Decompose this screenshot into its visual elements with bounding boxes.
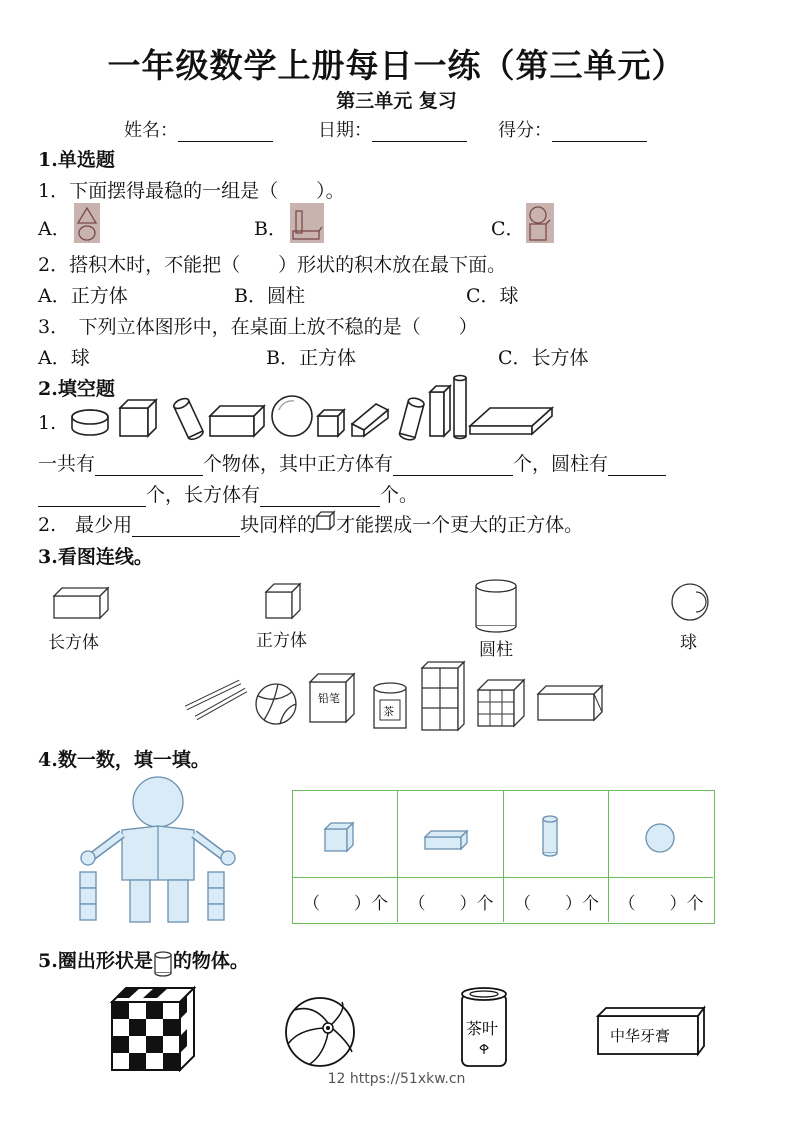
- page-subtitle: 第三单元 复习: [336, 90, 457, 112]
- cuboid-shape-1: [210, 406, 264, 436]
- tea-can-image[interactable]: [460, 986, 510, 1072]
- tilted-cylinder-shape-1: [172, 396, 204, 441]
- q3-stem: 3． 下列立体图形中，在桌面上放不稳的是（ ）: [38, 316, 478, 338]
- cuboid-outline-shape: [54, 588, 108, 618]
- name-blank[interactable]: [178, 122, 273, 142]
- q1-option-c-image: [526, 203, 554, 243]
- q1-option-c[interactable]: C．: [491, 218, 525, 240]
- q3-option-b[interactable]: B．正方体: [266, 347, 356, 369]
- beach-ball-image[interactable]: [284, 996, 356, 1068]
- section-count: 4.数一数，填一填。: [38, 749, 210, 771]
- name-label: 姓名：: [124, 120, 178, 141]
- count-sphere-icon: [645, 823, 679, 857]
- date-blank[interactable]: [372, 122, 467, 142]
- q1-option-b[interactable]: B．: [254, 218, 287, 240]
- tea-can-text: 茶: [383, 705, 394, 718]
- count-cylinder-answer[interactable]: （ ）个: [514, 894, 599, 914]
- match-label-cylinder: 圆柱: [479, 640, 513, 660]
- fill2-text-c: 才能摆成一个更大的正方体。: [336, 514, 584, 536]
- q2-option-a[interactable]: A．正方体: [38, 285, 128, 307]
- fill1-cube-blank[interactable]: [393, 456, 513, 476]
- tall-cylinder-shape: [454, 376, 466, 439]
- flat-cuboid-shape: [470, 408, 552, 434]
- score-label: 得分：: [498, 120, 552, 141]
- fill2-line: [38, 510, 583, 537]
- count-table: [292, 790, 715, 924]
- small-cube-icon: [316, 511, 336, 536]
- sphere-shape: [272, 396, 312, 436]
- match-label-cuboid: 长方体: [48, 633, 99, 653]
- fill1-line2: [38, 480, 418, 507]
- toothpaste-box-image[interactable]: [596, 1004, 708, 1058]
- q1-stem: 1．下面摆得最稳的一组是（ ）。: [38, 180, 345, 202]
- page-title: 一年级数学上册每日一练（第三单元）: [107, 46, 686, 85]
- fill1-line1: [38, 449, 666, 476]
- match-label-cube: 正方体: [256, 631, 307, 651]
- name-field[interactable]: [124, 116, 273, 142]
- fill1-text-cuboid: 个，长方体有: [146, 484, 261, 506]
- cube-outline-shape: [266, 584, 300, 618]
- section-fill-blank: 2.填空题: [38, 378, 115, 400]
- count-cuboid-answer[interactable]: （ ）个: [408, 894, 494, 914]
- count-cylinder-icon: [541, 815, 561, 859]
- q1-option-a-image: [74, 203, 100, 243]
- fill1-cylinder-blank-part1[interactable]: [608, 456, 666, 476]
- count-cube-icon: [323, 821, 363, 855]
- date-label: 日期：: [318, 120, 372, 141]
- cuboid-shape-2: [352, 404, 388, 436]
- tilted-cylinder-shape-2: [399, 397, 425, 442]
- q2-option-c[interactable]: C．球: [466, 285, 519, 307]
- section5-text-pre: 5.圈出形状是: [38, 950, 153, 972]
- shapes-row-image: [70, 374, 560, 440]
- score-blank[interactable]: [552, 122, 647, 142]
- rubiks-cube-icon: [478, 680, 524, 726]
- volleyball-icon: [256, 684, 296, 724]
- fill2-text-a: 2. 最少用: [38, 514, 133, 536]
- sticks-icon: [186, 682, 246, 718]
- fill1-cuboid-blank[interactable]: [260, 487, 380, 507]
- fill1-text-end: 个。: [380, 484, 419, 506]
- box-icon: [538, 686, 602, 720]
- tall-cuboid-shape: [430, 386, 450, 436]
- score-field[interactable]: [498, 116, 647, 142]
- footer-url: 12 https://51xkw.cn: [327, 1071, 466, 1087]
- tea-can-icon: [374, 683, 406, 728]
- section-circle: [38, 946, 249, 973]
- toothpaste-label: 中华牙膏: [610, 1027, 671, 1045]
- cube-shape-1: [120, 400, 156, 436]
- matching-shapes-row: [50, 580, 750, 660]
- count-cuboid-icon: [423, 829, 473, 853]
- cylinder-outline-shape: [476, 580, 516, 632]
- fill1-total-blank[interactable]: [95, 456, 203, 476]
- fill1-text-cylinder: 个，圆柱有: [513, 453, 609, 475]
- robot-image: [76, 776, 240, 928]
- section-single-choice: 1.单选题: [38, 149, 115, 171]
- tea-can-label: 茶叶: [466, 1019, 499, 1038]
- sphere-outline-shape: [672, 584, 708, 620]
- fill1-cylinder-blank-part2[interactable]: [38, 487, 146, 507]
- count-cube-answer[interactable]: （ ）个: [303, 894, 388, 914]
- checkered-cube-image[interactable]: [112, 988, 196, 1072]
- fill1-text-cube: 个物体，其中正方体有: [203, 453, 394, 475]
- q2-stem: 2．搭积木时，不能把（ ）形状的积木放在最下面。: [38, 254, 507, 276]
- fill2-text-b: 块同样的: [240, 514, 317, 536]
- q3-option-c[interactable]: C．长方体: [498, 347, 589, 369]
- date-field[interactable]: [318, 116, 467, 142]
- pencil-box-icon: [310, 674, 354, 722]
- fill1-number: 1.: [38, 412, 57, 434]
- fill2-blank[interactable]: [132, 517, 240, 537]
- matching-objects-row: [180, 660, 610, 732]
- cabinet-icon: [422, 662, 464, 730]
- section-matching: 3.看图连线。: [38, 546, 153, 568]
- q1-option-b-image: [290, 203, 324, 243]
- inline-cylinder-icon: [153, 951, 173, 973]
- count-sphere-answer[interactable]: （ ）个: [618, 894, 704, 914]
- section5-text-post: 的物体。: [172, 950, 249, 972]
- fill1-text-total: 一共有: [38, 453, 96, 475]
- q2-option-b[interactable]: B．圆柱: [234, 285, 305, 307]
- flat-cylinder-shape: [72, 410, 108, 435]
- q1-option-a[interactable]: A．: [38, 218, 71, 240]
- match-label-sphere: 球: [680, 633, 697, 653]
- q3-option-a[interactable]: A．球: [38, 347, 90, 369]
- cube-shape-2: [318, 410, 344, 436]
- pencil-box-text: 铅笔: [318, 692, 340, 705]
